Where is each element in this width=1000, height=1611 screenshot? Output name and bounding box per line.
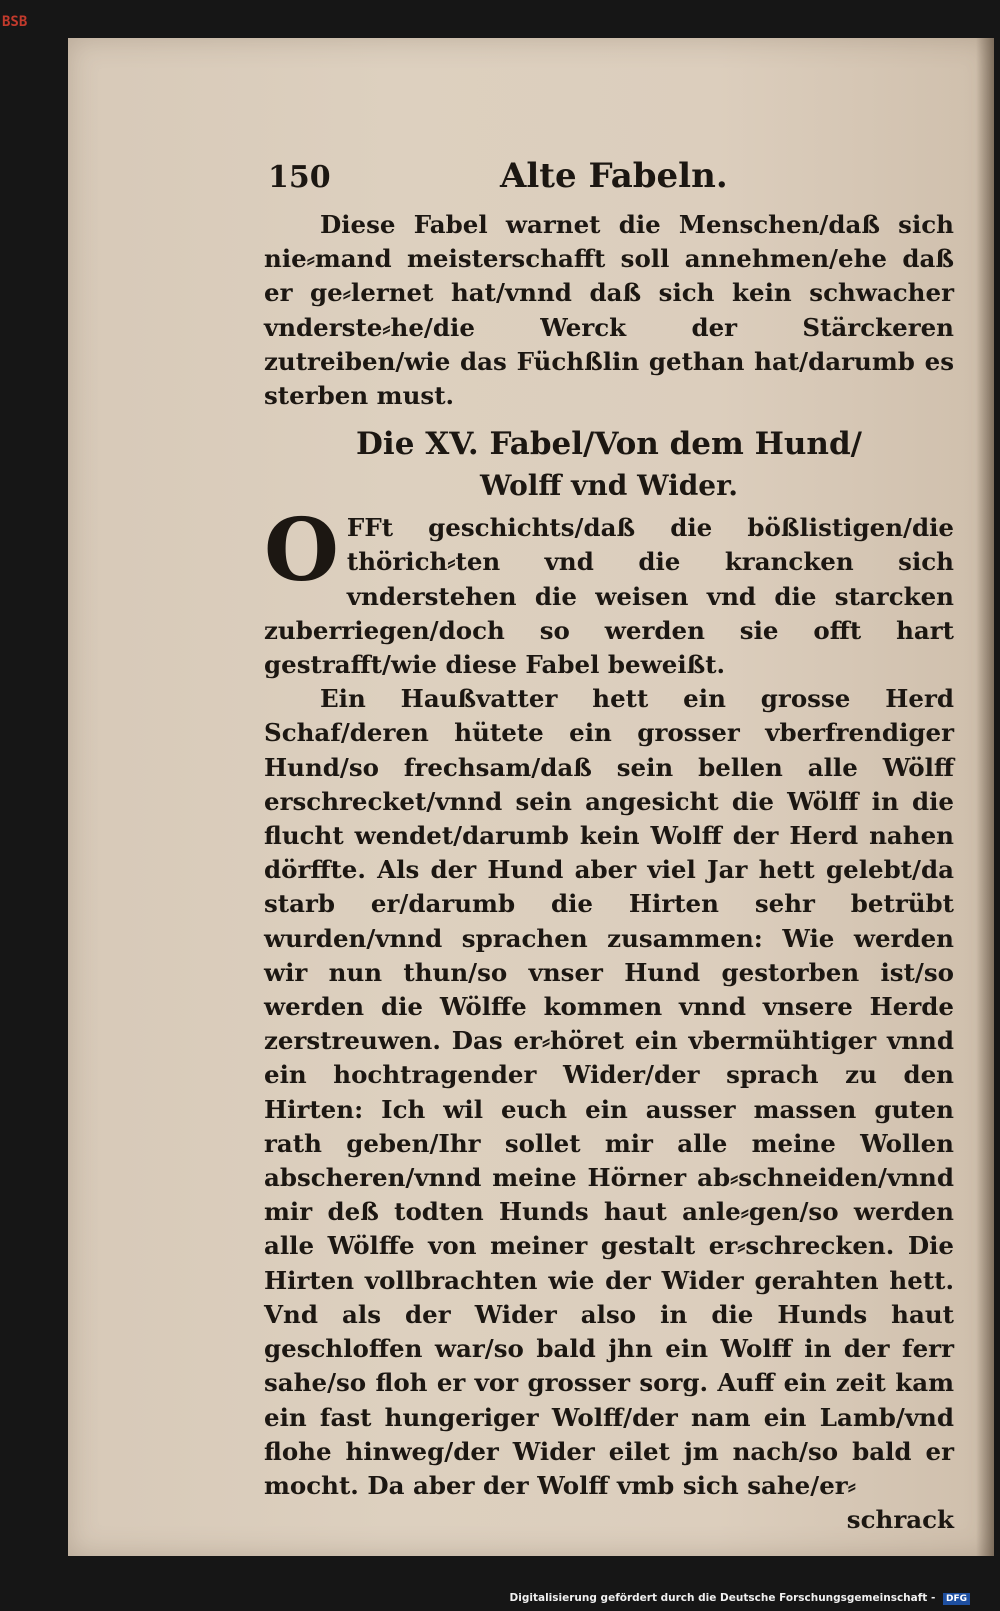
intro-text: FFt geschichts/daß die bößlistigen/die thörich⸗ten vnd die krancken sich vnderstehen die weisen vnd die starcken zuberriegen/doch so werden sie offt hart gestrafft/wie diese Fabel beweißt. [264, 513, 954, 680]
moral-paragraph: Diese Fabel warnet die Menschen/daß sich nie⸗mand meisterschafft soll annehmen/ehe daß er ge⸗lernet hat/vnnd daß sich kein schwacher vnderste⸗he/die Werck der Stärckeren zutreiben/wie das Füchßlin gethan hat/darumb es sterben must. [264, 210, 954, 411]
footer-credit [0, 1592, 1000, 1608]
drop-cap-initial: O [264, 500, 339, 602]
page-edge-shadow [976, 38, 994, 1556]
catchword: schrack [846, 1505, 954, 1535]
text-block [264, 156, 954, 1537]
intro-paragraph [264, 500, 954, 682]
chapter-title-line2: Wolff vnd Wider. [479, 469, 739, 503]
running-head [264, 156, 954, 202]
footer-credit-text: Digitalisierung gefördert durch die Deutsche Forschungsgemeinschaft - [509, 1592, 936, 1604]
running-title: Alte Fabeln. [500, 156, 728, 196]
dfg-logo: DFG [943, 1593, 970, 1605]
chapter-title-line1: Die XV. Fabel/Von dem Hund/ [356, 426, 862, 463]
fable-paragraph: Ein Haußvatter hett ein grosse Herd Schaf/deren hütete ein grosser vberfrendiger Hund/so frechsam/daß sein bellen alle Wölff erschrecket/vnnd sein angesicht die Wölff in die flucht wendet/darumb kein Wolff der Herd nahen dörffte. Als der Hund aber viel Jar hett gelebt/da starb er/darumb die Hirten sehr betrübt wurden/vnnd sprachen zusammen: Wie werden wir nun thun/so vnser Hund gestorben ist/so werden die Wölffe kommen vnnd vnsere Herde zerstreuwen. Das er⸗höret ein vbermühtiger vnnd ein hochtragender Wider/der sprach zu den Hirten: Ich wil euch ein ausser massen guten rath geben/Ihr sollet mir alle meine Wollen abscheren/vnnd meine Hörner ab⸗schneiden/vnnd mir deß todten Hunds haut anle⸗gen/so werden alle Wölffe von meiner gestalt er⸗schrecken. Die Hirten vollbrachten wie der Wider gerahten hett. Vnd als der Wider also in die Hunds haut geschloffen war/so bald jhn ein Wolff in der ferr sahe/so floh er vor grosser sorg. Auff ein zeit kam ein fast hungeriger Wolff/der nam ein Lamb/vnd flohe hinweg/der Wider eilet jm nach/so bald er mocht. Da aber der Wolff vmb sich sahe/er⸗ [264, 684, 954, 1500]
bsb-logo: BSB [2, 14, 28, 30]
chapter-title [264, 423, 954, 507]
book-page [68, 38, 994, 1556]
page-number: 150 [268, 160, 331, 195]
